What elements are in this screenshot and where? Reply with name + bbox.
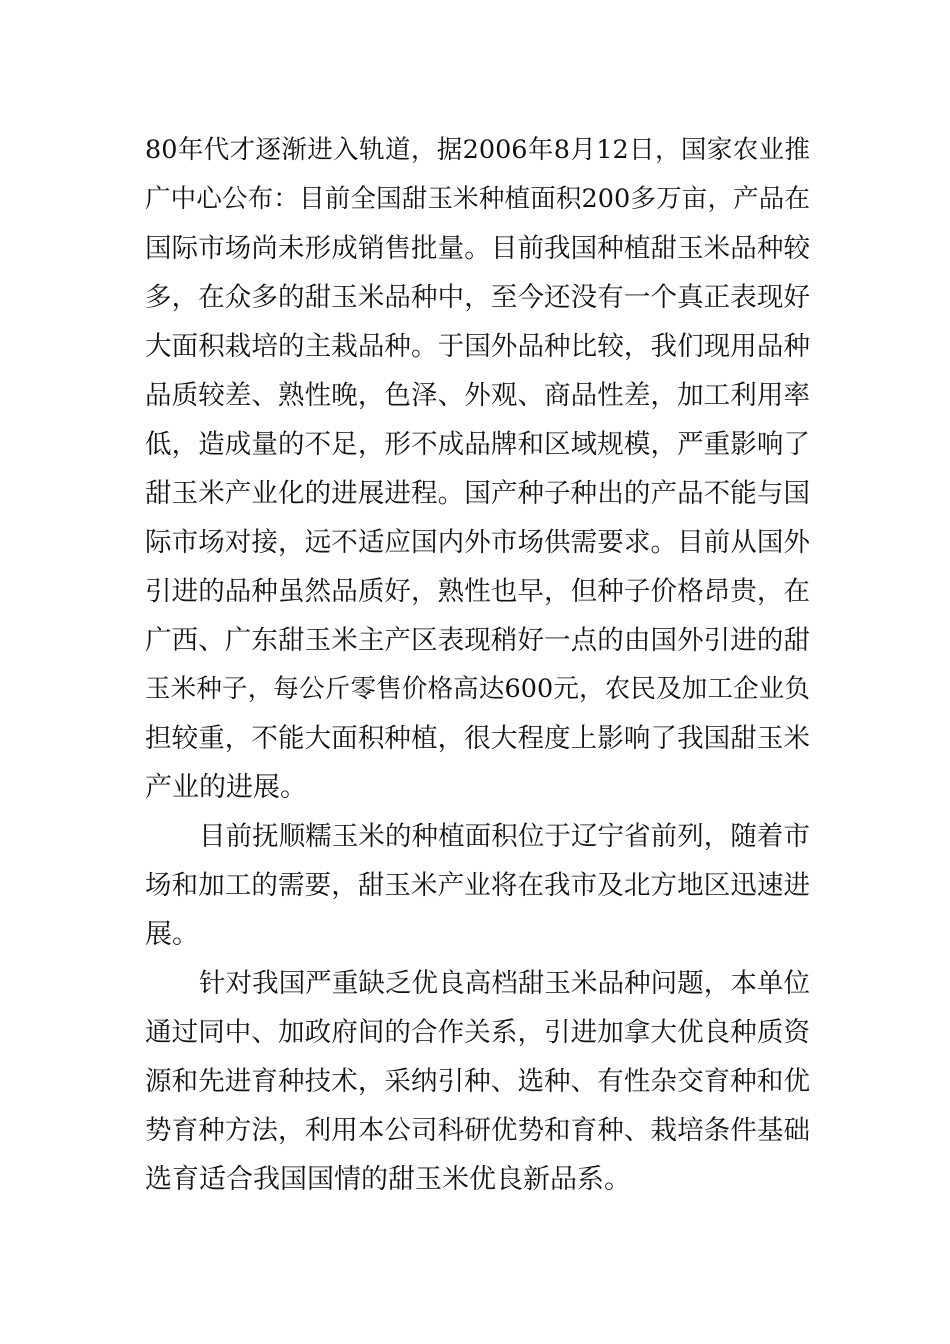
- paragraph-line: 低，造成量的不足，形不成品牌和区域规模，严重影响了: [145, 429, 810, 460]
- paragraph-line: 源和先进育种技术，采纳引种、选种、有性杂交育种和优: [145, 1066, 810, 1097]
- paragraph-line: 展。: [145, 919, 199, 950]
- paragraph-line: 产业的进展。: [145, 772, 307, 803]
- paragraph-line: 甜玉米产业化的进展进程。国产种子种出的产品不能与国: [145, 478, 810, 509]
- paragraph-line: 际市场对接，远不适应国内外市场供需要求。目前从国外: [145, 527, 810, 558]
- paragraph-line: 引进的品种虽然品质好，熟性也早，但种子价格昂贵，在: [145, 576, 810, 607]
- paragraph-2: [145, 812, 810, 959]
- paragraph-line: 大面积栽培的主栽品种。于国外品种比较，我们现用品种: [145, 331, 810, 362]
- paragraph-3: [145, 959, 810, 1204]
- paragraph-line: 80年代才逐渐进入轨道，据2006年8月12日，国家农业推: [145, 135, 810, 165]
- paragraph-line: 担较重，不能大面积种植，很大程度上影响了我国甜玉米: [145, 723, 810, 754]
- paragraph-line: 场和加工的需要，甜玉米产业将在我市及北方地区迅速进: [145, 870, 810, 901]
- paragraph-line: 通过同中、加政府间的合作关系，引进加拿大优良种质资: [145, 1017, 810, 1048]
- paragraph-1: [145, 126, 810, 812]
- document-body: [145, 126, 810, 1204]
- paragraph-line: 广西、广东甜玉米主产区表现稍好一点的由国外引进的甜: [145, 625, 810, 656]
- paragraph-line: 多，在众多的甜玉米品种中，至今还没有一个真正表现好: [145, 282, 810, 313]
- paragraph-line: 针对我国严重缺乏优良高档甜玉米品种问题，本单位: [199, 968, 810, 999]
- paragraph-line: 广中心公布：目前全国甜玉米种植面积200多万亩，产品在: [145, 184, 810, 214]
- paragraph-line: 玉米种子，每公斤零售价格高达600元，农民及加工企业负: [145, 674, 810, 704]
- paragraph-line: 势育种方法，利用本公司科研优势和育种、栽培条件基础: [145, 1115, 810, 1146]
- paragraph-line: 品质较差、熟性晚，色泽、外观、商品性差，加工利用率: [145, 380, 810, 411]
- paragraph-line: 目前抚顺糯玉米的种植面积位于辽宁省前列，随着市: [199, 821, 810, 852]
- paragraph-line: 选育适合我国国情的甜玉米优良新品系。: [145, 1164, 631, 1195]
- paragraph-line: 国际市场尚未形成销售批量。目前我国种植甜玉米品种较: [145, 233, 810, 264]
